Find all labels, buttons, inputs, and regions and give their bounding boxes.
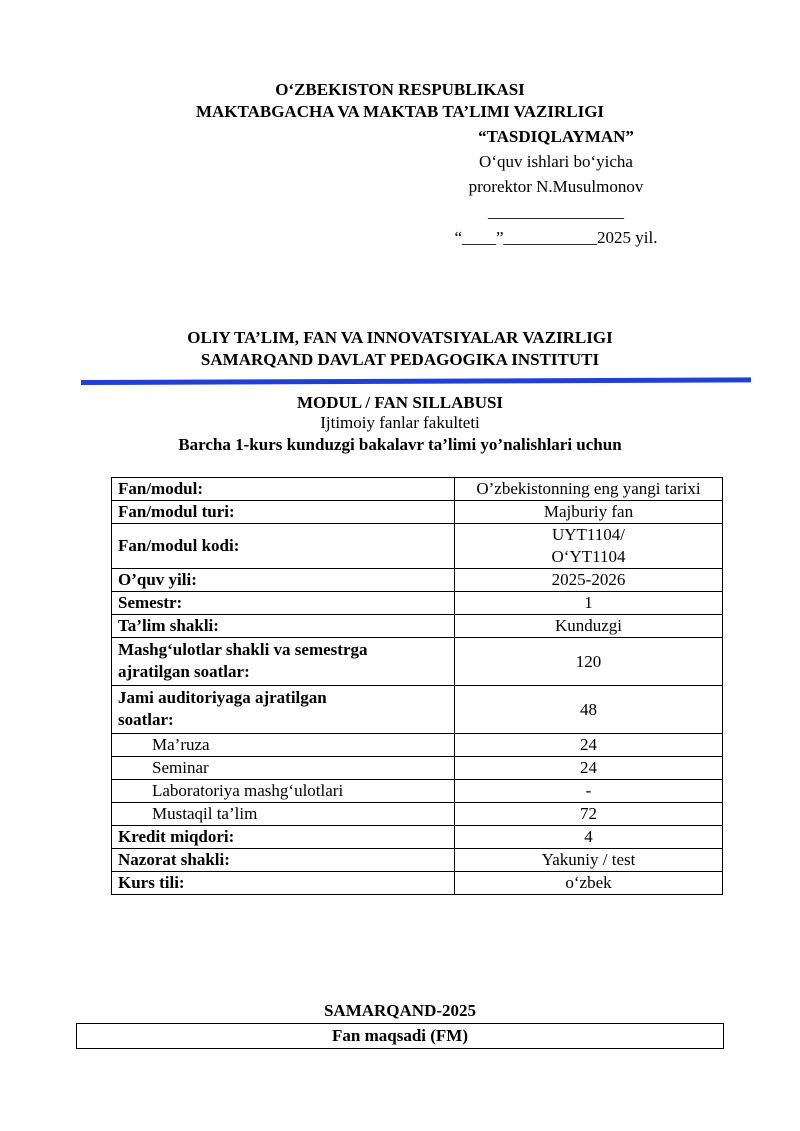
syllabus-info-table xyxy=(111,477,723,895)
table-row xyxy=(112,524,723,569)
document-title: MODUL / FAN SILLABUSI xyxy=(296,393,504,412)
row-label: Semestr: xyxy=(112,592,455,615)
signature-line: ________________ xyxy=(488,202,624,221)
approval-name: prorektor N.Musulmonov xyxy=(468,177,644,196)
row-value: o‘zbek xyxy=(455,872,723,895)
row-value: Majburiy fan xyxy=(455,501,723,524)
row-label-line2: soatlar: xyxy=(118,710,174,729)
row-label-line1: Jami auditoriyaga ajratilgan xyxy=(118,688,327,707)
row-value: 1 xyxy=(455,592,723,615)
row-value xyxy=(455,524,723,569)
row-label-line2: ajratilgan soatlar: xyxy=(118,662,250,681)
blue-divider xyxy=(81,377,751,385)
course-code-secondary: O‘YT1104 xyxy=(551,547,626,566)
row-value: 24 xyxy=(455,734,723,757)
table-row xyxy=(112,592,723,615)
approval-title: “TASDIQLAYMAN” xyxy=(478,127,634,146)
table-row xyxy=(112,501,723,524)
course-code-primary: UYT1104/ xyxy=(551,525,626,544)
row-value: - xyxy=(455,780,723,803)
row-label: Kredit miqdori: xyxy=(112,826,455,849)
table-row xyxy=(112,638,723,686)
institution-ministry: OLIY TA’LIM, FAN VA INNOVATSIYALAR VAZIRLIGI xyxy=(187,328,613,347)
table-row xyxy=(112,872,723,895)
goal-section-header: Fan maqsadi (FM) xyxy=(76,1023,724,1049)
table-row xyxy=(112,686,723,734)
header-ministry-2: MAKTABGACHA VA MAKTAB TA’LIMI VAZIRLIGI xyxy=(195,102,605,121)
row-value: O’zbekistonning eng yangi tarixi xyxy=(455,478,723,501)
row-label: Ma’ruza xyxy=(112,734,455,757)
row-label: Mustaqil ta’lim xyxy=(112,803,455,826)
row-label: Fan/modul turi: xyxy=(112,501,455,524)
faculty-name: Ijtimoiy fanlar fakulteti xyxy=(320,413,480,432)
table-row xyxy=(112,757,723,780)
table-row xyxy=(112,478,723,501)
row-value: Yakuniy / test xyxy=(455,849,723,872)
approval-role: O‘quv ishlari bo‘yicha xyxy=(479,152,633,171)
row-label xyxy=(112,686,455,734)
table-row xyxy=(112,734,723,757)
row-label: Nazorat shakli: xyxy=(112,849,455,872)
row-label xyxy=(112,638,455,686)
table-row xyxy=(112,569,723,592)
row-label: Fan/modul kodi: xyxy=(112,524,455,569)
row-label: Laboratoriya mashg‘ulotlari xyxy=(112,780,455,803)
table-row xyxy=(112,615,723,638)
row-label-line1: Mashg‘ulotlar shakli va semestrga xyxy=(118,640,368,659)
row-value: 120 xyxy=(455,638,723,686)
row-value: Kunduzgi xyxy=(455,615,723,638)
row-label: Ta’lim shakli: xyxy=(112,615,455,638)
row-value: 4 xyxy=(455,826,723,849)
row-label: Fan/modul: xyxy=(112,478,455,501)
row-label: Seminar xyxy=(112,757,455,780)
table-row xyxy=(112,849,723,872)
institution-name: SAMARQAND DAVLAT PEDAGOGIKA INSTITUTI xyxy=(200,350,600,369)
row-value: 2025-2026 xyxy=(455,569,723,592)
city-year: SAMARQAND-2025 xyxy=(323,1001,477,1020)
approval-date-line: “____”___________2025 yil. xyxy=(454,228,658,247)
row-value: 24 xyxy=(455,757,723,780)
row-label: Kurs tili: xyxy=(112,872,455,895)
table-row xyxy=(112,780,723,803)
audience-line: Barcha 1-kurs kunduzgi bakalavr ta’limi yo’nalishlari uchun xyxy=(178,435,622,454)
row-value: 48 xyxy=(455,686,723,734)
row-value: 72 xyxy=(455,803,723,826)
row-label: O’quv yili: xyxy=(112,569,455,592)
table-row xyxy=(112,803,723,826)
header-ministry-1: O‘ZBEKISTON RESPUBLIKASI xyxy=(275,80,525,99)
table-row xyxy=(112,826,723,849)
